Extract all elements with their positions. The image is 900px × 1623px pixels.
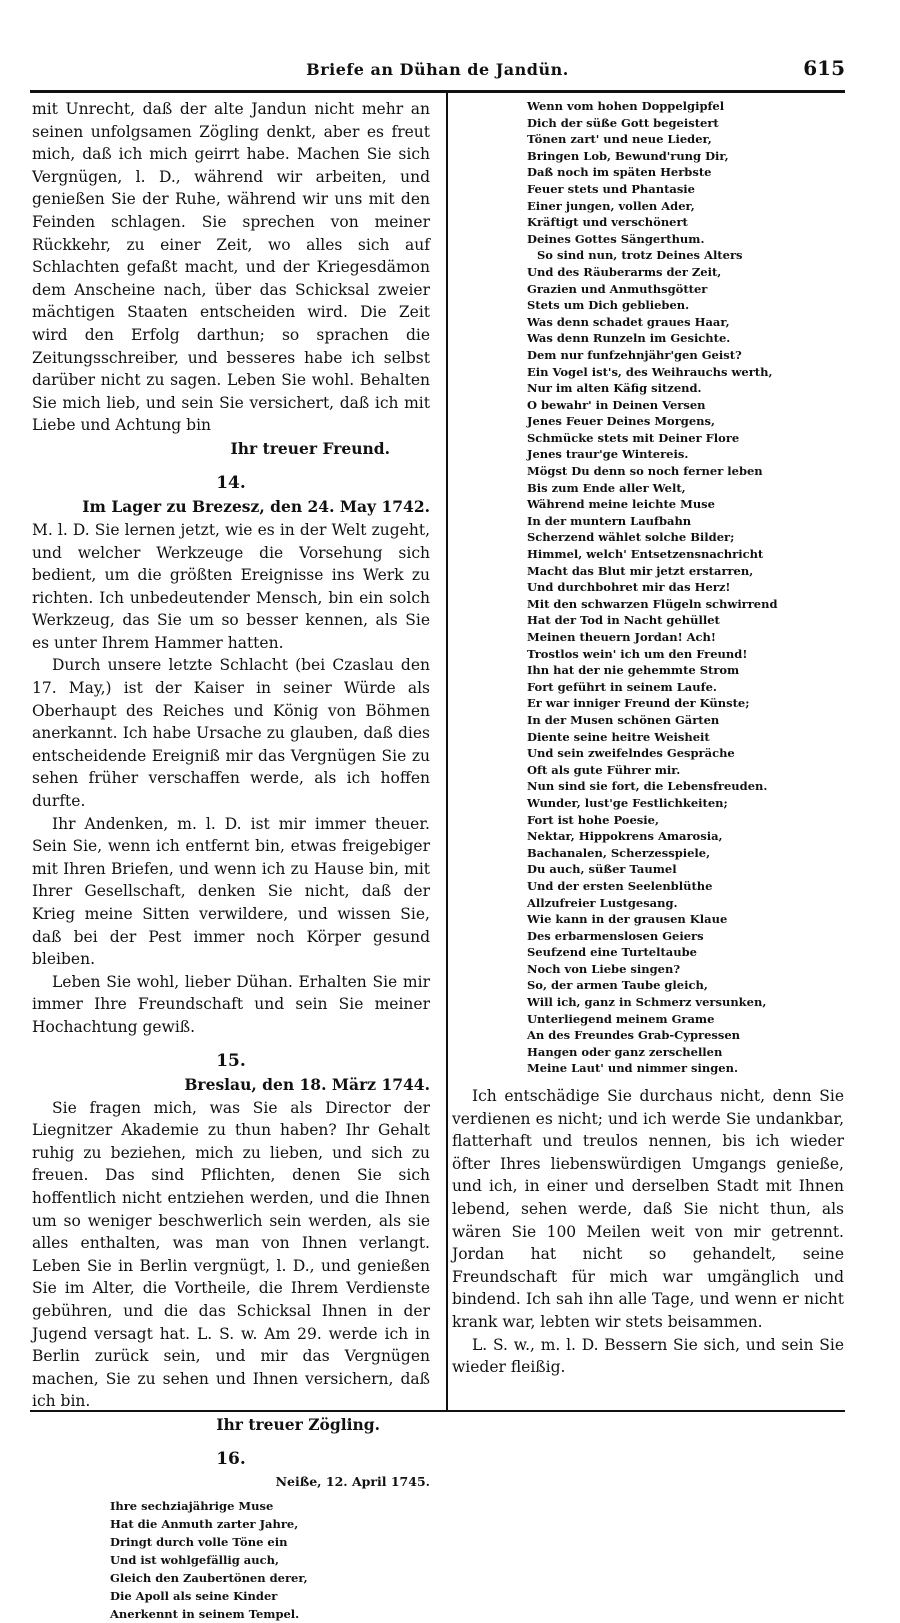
poem-line: Die Apoll als seine Kinder (110, 1588, 278, 1603)
poem-line: Oft als gute Führer mir. (527, 762, 681, 777)
poem-line: Er war inniger Freund der Künste; (527, 696, 750, 711)
poem-line: In der muntern Laufbahn (527, 513, 692, 528)
closing-paragraph: L. S. w., m. l. D. Bessern Sie sich, und sein Sie wieder fleißig. (452, 1335, 844, 1377)
poem-line: Deines Gottes Sängerthum. (527, 231, 705, 246)
poem-line: Mit den schwarzen Flügeln schwirrend (527, 596, 778, 611)
poem-line: Ihn hat der nie gehemmte Strom (527, 663, 740, 678)
poem-line: Unterliegend meinem Grame (527, 1011, 715, 1026)
poem-line: Nektar, Hippokrens Amarosia, (527, 829, 723, 844)
poem-line: O bewahr' in Deinen Versen (527, 397, 706, 412)
poem-line: Dringt durch volle Töne ein (110, 1534, 288, 1549)
intro-paragraph: mit Unrecht, daß der alte Jandun nicht mehr an seinen unfolgsamen Zögling denkt, aber es freut mich, daß ich mich geirrt habe. Machen Sie sich Vergnügen, l. D., während wir arbeiten, und genießen Sie der Ruhe, während wir uns mit den Feinden schlagen. Sie sprechen von meiner Rückkehr, zu einer Zeit, wo alles sich auf Schlachten gefaßt macht, und der Kriegesdämon dem Anscheine nach, über das Schicksal zweier mächtigen Staaten entscheiden wird. Die Zeit wird den Erfolg darthun; so sprachen die Zeitungsschreiber, und besseres habe ich selbst darüber nicht zu sagen. Leben Sie wohl. Behalten Sie mich lieb, und sein Sie versichert, daß ich mit Liebe und Achtung bin (32, 100, 430, 435)
poem-line: Ihre sechziajährige Muse (110, 1498, 274, 1513)
poem-line: Was denn schadet graues Haar, (527, 314, 730, 329)
left-column (32, 98, 430, 1623)
poem-line: Schmücke stets mit Deiner Flore (527, 430, 740, 445)
poem-line: Jenes Feuer Deines Morgens, (527, 414, 715, 429)
poem-line: Himmel, welch' Entsetzensnachricht (527, 547, 764, 562)
poem-line: Wenn vom hohen Doppelgipfel (527, 99, 725, 113)
poem-line: Macht das Blut mir jetzt erstarren, (527, 563, 754, 578)
poem-line: So, der armen Taube gleich, (527, 978, 708, 993)
poem-line: Will ich, ganz in Schmerz versunken, (527, 995, 767, 1010)
poem-line: Daß noch im späten Herbste (527, 165, 712, 180)
poem-line: So sind nun, trotz Deines Alters (537, 248, 743, 263)
poem-line: Du auch, süßer Taumel (527, 862, 677, 877)
poem-line: Nun sind sie fort, die Lebensfreuden. (527, 779, 768, 794)
poem-line: Hat die Anmuth zarter Jahre, (110, 1516, 299, 1531)
letter-14-number: 14. (216, 472, 246, 493)
poem-line: Fort ist hohe Poesie, (527, 812, 659, 827)
poem-line: Allzufreier Lustgesang. (527, 895, 678, 910)
letter-14-dateline: Im Lager zu Brezesz, den 24. May 1742. (82, 496, 430, 516)
poem-line: Anerkennt in seinem Tempel. (110, 1606, 300, 1621)
letter-15-dateline: Breslau, den 18. März 1744. (184, 1074, 430, 1094)
poem-line: Was denn Runzeln im Gesichte. (527, 331, 731, 346)
bottom-rule (30, 1410, 845, 1412)
letter-14-paragraph: Durch unsere letzte Schlacht (bei Czaslau den 17. May,) ist der Kaiser in seiner Würde als Oberhaupt des Reiches und König von Böhmen anerkannt. Ich habe Ursache zu glauben, daß dies entscheidende Ereigniß mir das Vergnügen Sie zu sehen früher verschaffen werde, als ich hoffen durfte. (32, 656, 430, 811)
letter-16-number: 16. (216, 1448, 246, 1469)
letter-14-paragraph: Leben Sie wohl, lieber Dühan. Erhalten Sie mir immer Ihre Freundschaft und sein Sie meiner Hochachtung gewiß. (32, 972, 430, 1036)
poem-line: Seufzend eine Turteltaube (527, 945, 697, 960)
poem-line: Nur im alten Käfig sitzend. (527, 381, 702, 396)
intro-signature: Ihr treuer Freund. (230, 438, 390, 458)
letter-15-signature: Ihr treuer Zögling. (216, 1414, 380, 1434)
poem-line: Bachanalen, Scherzesspiele, (527, 845, 711, 860)
poem-line: Stets um Dich geblieben. (527, 298, 690, 313)
running-header (30, 54, 845, 93)
poem-line: Und sein zweifelndes Gespräche (527, 746, 735, 761)
poem-line: Und ist wohlgefällig auch, (110, 1552, 279, 1567)
poem-line: Gleich den Zaubertönen derer, (110, 1570, 308, 1585)
poem-line: Feuer stets und Phantasie (527, 181, 695, 196)
poem-line: Kräftigt und verschönert (527, 215, 688, 230)
page-number: 615 (803, 56, 845, 80)
poem-line: Des erbarmenslosen Geiers (527, 928, 704, 943)
poem-line: Tönen zart' und neue Lieder, (527, 132, 712, 147)
poem-line: Wie kann in der grausen Klaue (527, 912, 728, 927)
poem-line: Diente seine heitre Weisheit (527, 729, 710, 744)
letter-15-paragraph: Sie fragen mich, was Sie als Director der Liegnitzer Akademie zu thun haben? Ihr Gehalt ruhig zu beziehen, mich zu lieben, und sich zu freuen. Das sind Pflichten, denen Sie sich hoffentlich nicht entziehen werden, und die Ihnen um so weniger beschwerlich sein werden, als sie alles enthalten, was man von Ihnen verlangt. Leben Sie in Berlin vergnügt, l. D., und genießen Sie im Alter, die Vortheile, die Ihrem Verdienste gebühren, und die das Schicksal Ihnen in der Jugend versagt hat. L. S. w. Am 29. werde ich in Berlin zurück sein, und mir das Vergnügen machen, Sie zu sehen und Ihnen versichern, daß ich bin. (32, 1098, 430, 1411)
letter-14-paragraph: M. l. D. Sie lernen jetzt, wie es in der Welt zugeht, und welcher Werkzeuge die Vorsehung sich bedient, um die größten Ereignisse ins Werk zu richten. Ich unbedeutender Mensch, bin ein solch Werkzeug, das Sie um so besser kennen, als Sie es unter Ihrem Hammer hatten. (32, 520, 430, 652)
poem-line: Während meine leichte Muse (527, 497, 715, 512)
poem-line: Und durchbohret mir das Herz! (527, 580, 731, 595)
jordan-poem (452, 98, 844, 1077)
letter-14-paragraph: Ihr Andenken, m. l. D. ist mir immer theuer. Sein Sie, wenn ich entfernt bin, etwas freigebiger mit Ihren Briefen, und wenn ich zu Hause bin, mit Ihrer Gesellschaft, denken Sie nicht, daß der Krieg meine Sitten verwildere, und wissen Sie, daß bei der Pest immer noch Körper gesund bleiben. (32, 814, 430, 969)
poem-line: Und des Räuberarms der Zeit, (527, 264, 722, 279)
letter-15-number: 15. (216, 1050, 246, 1071)
poem-line: Hat der Tod in Nacht gehüllet (527, 613, 720, 628)
poem-line: Dem nur funfzehnjähr'gen Geist? (527, 347, 742, 362)
right-column (452, 98, 844, 1379)
poem-line: In der Musen schönen Gärten (527, 712, 720, 727)
poem-line: Meinen theuern Jordan! Ach! (527, 630, 716, 644)
poem-line: Noch von Liebe singen? (527, 961, 681, 976)
poem-line: An des Freundes Grab-Cypressen (527, 1028, 741, 1043)
poem-line: Einer jungen, vollen Ader, (527, 198, 695, 213)
poem-line: Jenes traur'ge Wintereis. (527, 447, 689, 462)
poem-line: Meine Laut' und nimmer singen. (527, 1061, 738, 1076)
poem-line: Wunder, lust'ge Festlichkeiten; (527, 795, 728, 810)
running-title: Briefe an Dühan de Jandün. (306, 60, 569, 79)
closing-paragraph: Ich entschädige Sie durchaus nicht, denn Sie verdienen es nicht; und ich werde Sie undankbar, flatterhaft und treulos nennen, bis ich wieder öfter Ihres liebenswürdigen Umgangs genieße, und ich, in einer und derselben Stadt mit Ihnen lebend, sehen werde, daß Sie nicht thun, als wären Sie 100 Meilen weit von mir getrennt. Jordan hat nicht so gehandelt, seine Freundschaft für mich war umgänglich und bindend. Ich sah ihn alle Tage, und wenn er nicht krank war, lebten wir stets beisammen. (452, 1087, 844, 1331)
letter-16-dateline: Neiße, 12. April 1745. (275, 1473, 430, 1489)
poem-line: Hangen oder ganz zerschellen (527, 1044, 723, 1059)
poem-line: Grazien und Anmuthsgötter (527, 281, 708, 296)
poem-line: Bringen Lob, Bewund'rung Dir, (527, 148, 729, 163)
poem-line: Scherzend wählet solche Bilder; (527, 530, 735, 545)
poem-line: Ein Vogel ist's, des Weihrauchs werth, (527, 364, 773, 379)
poem-line: Dich der süße Gott begeistert (527, 115, 719, 130)
poem-line: Und der ersten Seelenblüthe (527, 878, 713, 893)
column-divider (446, 92, 448, 1410)
poem-line: Mögst Du denn so noch ferner leben (527, 464, 763, 479)
poem-line: Trostlos wein' ich um den Freund! (527, 646, 748, 661)
letter-16-poem (32, 1497, 430, 1623)
poem-line: Bis zum Ende aller Welt, (527, 480, 686, 495)
poem-line: Fort geführt in seinem Laufe. (527, 679, 717, 694)
